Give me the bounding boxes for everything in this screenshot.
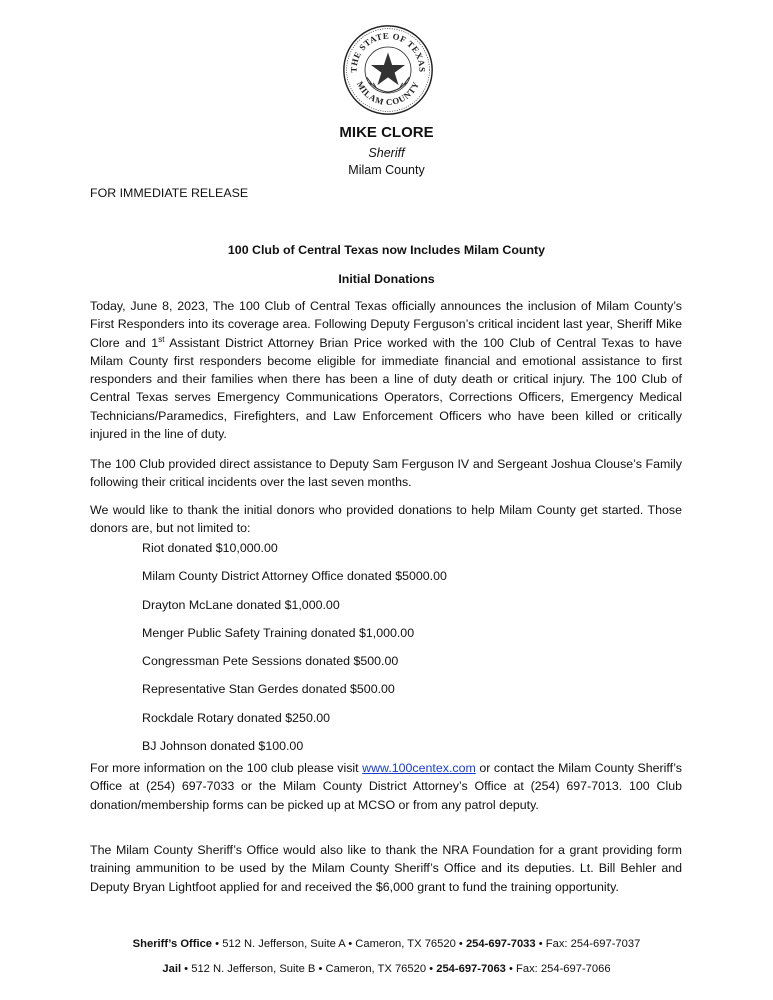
donor-list (142, 539, 447, 765)
footer-jail: Jail • 512 N. Jefferson, Suite B • Cameron, TX 76520 • 254-697-7063 • Fax: 254-697-7066 (162, 963, 611, 975)
county-name: Milam County (348, 163, 425, 177)
sheriff-name: MIKE CLORE (339, 124, 434, 141)
list-item: Menger Public Safety Training donated $1,000.00 (142, 625, 415, 640)
seal-bottom-text: MILAM COUNTY (354, 79, 422, 108)
paragraph-more-info: For more information on the 100 club please visit www.100centex.com or contact the Milam County Sheriff’s Office at (254) 697-7033 or the Milam County District Attorney’s Office at (254) 697-7013. 100 Club donation/membership forms can be picked up at MCSO or from any patrol deputy. (90, 761, 683, 812)
list-item: BJ Johnson donated $100.00 (142, 739, 304, 754)
list-item: Congressman Pete Sessions donated $500.00 (142, 654, 399, 669)
milam-county-seal (342, 24, 434, 116)
list-item: Rockdale Rotary donated $250.00 (142, 710, 331, 725)
paragraph-assistance: The 100 Club provided direct assistance to Deputy Sam Ferguson IV and Sergeant Joshua Clouse’s Family following their critical incidents over the last seven months. (90, 457, 682, 490)
paragraph-donors-intro: We would like to thank the initial donors who provided donations to help Milam County get started. Those donors are, but not limited to: (90, 503, 682, 536)
paragraph-intro: Today, June 8, 2023, The 100 Club of Central Texas officially announces the inclusion of Milam County’s First Responders into its coverage area. Following Deputy Ferguson’s critical incident last year, Sheriff Mike Clore and 1st Assistant District Attorney Brian Price worked with the 100 Club of Central Texas to have Milam County first responders become eligible for immediate financial and emotional assistance to first responders and their families when there has been a line of duty death or critical injury. The 100 Club of Central Texas serves Emergency Communications Operators, Corrections Officers, Emergency Medical Technicians/Paramedics, Firefighters, and Law Enforcement Officers who have been killed or critically injured in the line of duty. (90, 299, 682, 442)
list-item: Drayton McLane donated $1,000.00 (142, 597, 340, 612)
website-link[interactable]: www.100centex.com (362, 761, 476, 775)
paragraph-nra-grant: The Milam County Sheriff’s Office would also like to thank the NRA Foundation for a grant providing form training ammunition to be used by the Milam County Sheriff’s Office and its deputies. Lt. Bill Behler and Deputy Bryan Lightfoot applied for and received the $6,000 grant to fund the training opportunity. (90, 843, 682, 894)
subheadline: Initial Donations (338, 272, 435, 286)
list-item: Riot donated $10,000.00 (142, 541, 278, 555)
list-item: Milam County District Attorney Office donated $5000.00 (142, 569, 447, 584)
sheriff-title: Sheriff (368, 146, 405, 160)
list-item: Representative Stan Gerdes donated $500.00 (142, 682, 395, 697)
release-label: FOR IMMEDIATE RELEASE (90, 186, 249, 200)
seal-top-text: THE STATE OF TEXAS (348, 30, 428, 73)
headline: 100 Club of Central Texas now Includes Milam County (227, 243, 546, 257)
footer-sheriff-office: Sheriff’s Office • 512 N. Jefferson, Suite A • Cameron, TX 76520 • 254-697-7033 • Fax: 254-697-7037 (132, 938, 641, 950)
